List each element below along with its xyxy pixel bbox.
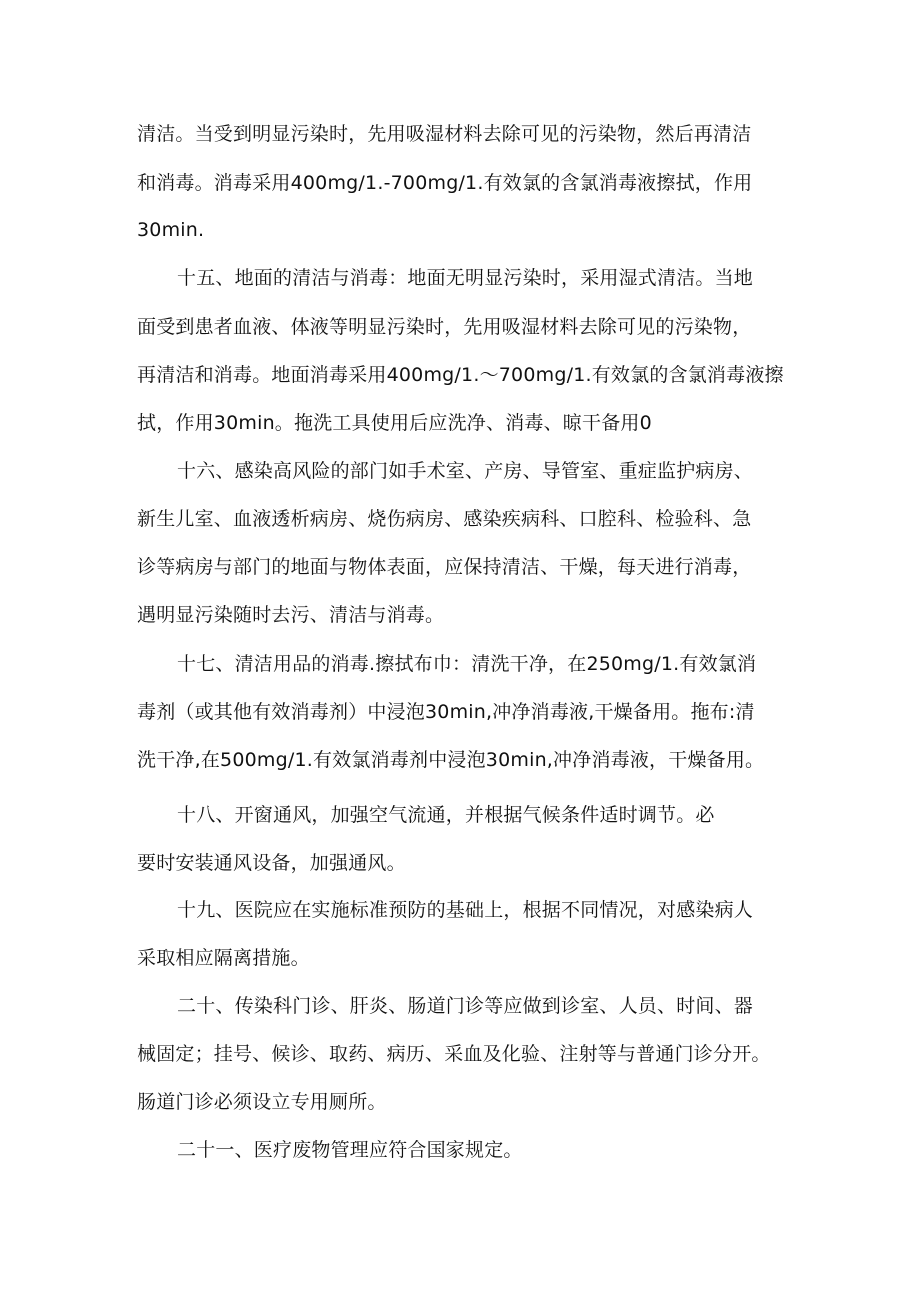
- text-line: 30min.: [137, 219, 205, 241]
- text-line: 面受到患者血液、体液等明显污染时，先用吸湿材料去除可见的污染物，: [137, 316, 752, 338]
- text-line: 毒剂（或其他有效消毒剂）中浸泡30min,冲净消毒液,干燥备用。拖布:清: [137, 701, 755, 723]
- text-line: 清洁。当受到明显污染时，先用吸湿材料去除可见的污染物，然后再清洁: [137, 123, 752, 145]
- text-line: 十八、开窗通风，加强空气流通，并根据气候条件适时调节。必: [177, 804, 715, 826]
- text-line: 和消毒。消毒采用400mg/1.-700mg/1.有效氯的含氯消毒液擦拭，作用: [137, 172, 753, 194]
- text-line: 械固定；挂号、候诊、取药、病历、采血及化验、注射等与普通门诊分开。: [137, 1043, 771, 1065]
- text-line: 十六、感染高风险的部门如手术室、产房、导管室、重症监护病房、: [177, 460, 754, 482]
- text-line: 十五、地面的清洁与消毒：地面无明显污染时，采用湿式清洁。当地: [177, 267, 754, 289]
- text-line: 二十一、医疗废物管理应符合国家规定。: [177, 1139, 523, 1161]
- text-line: 肠道门诊必须设立专用厕所。: [137, 1091, 387, 1113]
- text-line: 拭，作用30min。拖洗工具使用后应洗净、消毒、晾干备用0: [137, 412, 652, 434]
- text-line: 要时安装通风设备，加强通风。: [137, 852, 406, 874]
- text-line: 新生儿室、血液透析病房、烧伤病房、感染疾病科、口腔科、检验科、急: [137, 508, 752, 530]
- text-line: 洗干净,在500mg/1.有效氯消毒剂中浸泡30min,冲净消毒液，干燥备用。: [137, 749, 765, 771]
- text-line: 十九、医院应在实施标准预防的基础上，根据不同情况，对感染病人: [177, 899, 754, 921]
- text-line: 诊等病房与部门的地面与物体表面，应保持清洁、干燥，每天进行消毒，: [137, 556, 752, 578]
- text-line: 十七、清洁用品的消毒.擦拭布巾：清洗干净，在250mg/1.有效氯消: [177, 653, 757, 675]
- text-line: 遇明显污染随时去污、清洁与消毒。: [137, 604, 445, 626]
- text-line: 再清洁和消毒。地面消毒采用400mg/1.～700mg/1.有效氯的含氯消毒液擦: [137, 364, 784, 386]
- text-line: 二十、传染科门诊、肝炎、肠道门诊等应做到诊室、人员、时间、器: [177, 995, 754, 1017]
- text-line: 采取相应隔离措施。: [137, 947, 310, 969]
